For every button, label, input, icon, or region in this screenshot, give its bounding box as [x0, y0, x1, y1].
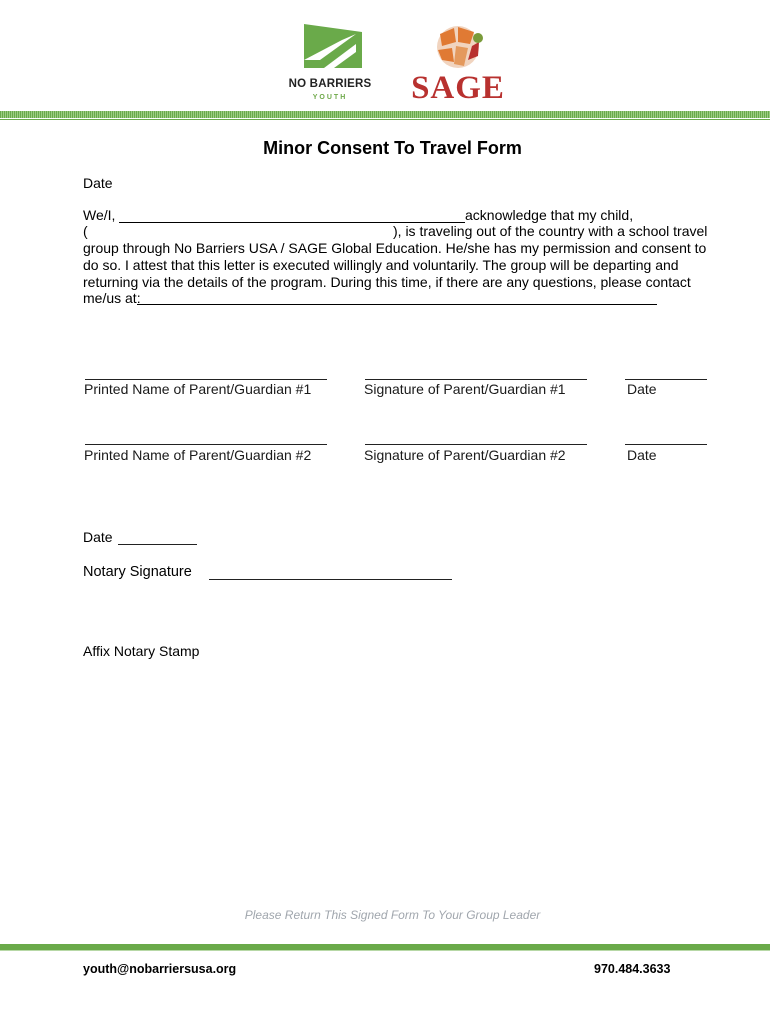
printed-name-1-line[interactable] [85, 379, 327, 380]
no-barriers-logo-sub: YOUTH [312, 94, 348, 101]
footer-phone: 970.484.3633 [594, 962, 671, 976]
printed-name-2-line[interactable] [85, 444, 327, 445]
form-title: Minor Consent To Travel Form [263, 138, 522, 158]
header-band-line [0, 119, 770, 120]
notary-date-label: Date [83, 529, 113, 545]
date-2-line[interactable] [625, 444, 707, 445]
date-label: Date [83, 175, 113, 191]
para-open-paren: ( [83, 223, 88, 239]
para-we: We/I, [83, 207, 116, 223]
sage-globe-icon [430, 24, 486, 70]
signature-1-label: Signature of Parent/Guardian #1 [364, 381, 566, 397]
para-line2-tail: ), is traveling out of the country with a school travel [393, 223, 708, 239]
footer-band-line [0, 950, 770, 951]
date-1-label: Date [627, 381, 657, 397]
signature-2-line[interactable] [365, 444, 587, 445]
signature-2-label: Signature of Parent/Guardian #2 [364, 447, 566, 463]
printed-name-2-label: Printed Name of Parent/Guardian #2 [84, 447, 312, 463]
notary-date-line[interactable] [118, 544, 197, 545]
printed-name-1-label: Printed Name of Parent/Guardian #1 [84, 381, 312, 397]
notary-stamp-label: Affix Notary Stamp [83, 643, 200, 659]
no-barriers-logo-name: NO BARRIERS [288, 78, 372, 90]
para-line5: returning via the details of the program. During this time, if there are any questions, please contact [83, 274, 691, 290]
notary-signature-line[interactable] [209, 579, 452, 580]
para-line3: group through No Barriers USA / SAGE Global Education. He/she has my permission and consent to [83, 240, 707, 256]
footer-note: Please Return This Signed Form To Your Group Leader [244, 908, 541, 922]
contact-line[interactable] [137, 304, 657, 305]
date-1-line[interactable] [625, 379, 707, 380]
date-2-label: Date [627, 447, 657, 463]
para-ack: acknowledge that my child, [465, 207, 634, 223]
sage-logo-name: SAGE [411, 70, 505, 106]
para-line4: do so. I attest that this letter is executed willingly and voluntarily. The group will be departing and [83, 257, 679, 273]
footer-email[interactable]: youth@nobarriersusa.org [83, 962, 237, 976]
signature-1-line[interactable] [365, 379, 587, 380]
notary-signature-label: Notary Signature [83, 564, 192, 580]
para-line6: me/us at: [83, 290, 141, 306]
header-band [0, 111, 770, 118]
